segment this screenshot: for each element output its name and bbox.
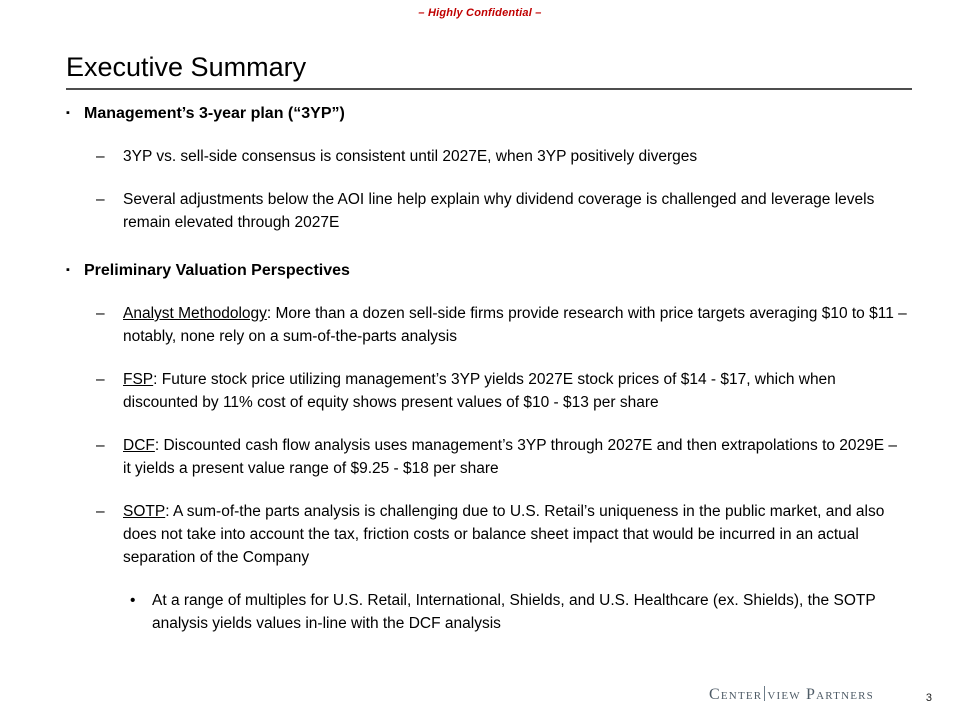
dot-bullet-icon: • [130, 592, 136, 609]
centerview-logo [709, 686, 874, 704]
logo-divider [764, 686, 765, 701]
sub-bullet-body: : More than a dozen sell-side firms provide research with price targets averaging $10 to $11 – notably, none rely on a sum-of-the-parts analysis [123, 305, 907, 345]
confidential-banner: – Highly Confidential – [418, 7, 542, 19]
title-rule [66, 88, 912, 90]
dash-bullet-icon: – [96, 371, 105, 388]
sub-bullet-body: : Discounted cash flow analysis uses management’s 3YP through 2027E and then extrapolations to 2029E – it yields a present value range of $9.25 - $18 per share [123, 437, 898, 477]
sub-bullet-text [123, 368, 908, 414]
sub-bullet-item [96, 302, 908, 348]
page-number: 3 [925, 692, 932, 704]
sub-bullet-body: : A sum-of-the parts analysis is challenging due to U.S. Retail’s uniqueness in the public market, and also does not take into account the tax, friction costs or balance sheet impact that would be incurred in an actual separation of the Company [123, 503, 885, 566]
bullet-heading: Management’s 3-year plan (“3YP”) [84, 105, 345, 122]
sub-bullet-text [123, 434, 908, 480]
square-bullet-icon: ▪ [66, 107, 70, 119]
square-bullet-icon: ▪ [66, 264, 70, 276]
sub-bullet-lead: SOTP [123, 503, 166, 520]
sub-sub-bullet-item [130, 589, 908, 635]
sub-bullet-body: : Future stock price utilizing management’s 3YP yields 2027E stock prices of $14 - $17, which when discounted by 11% cost of equity shows present values of $10 - $13 per share [123, 371, 836, 411]
bullet-item [66, 102, 908, 125]
sub-bullet-item [96, 434, 908, 480]
dash-bullet-icon: – [96, 148, 105, 165]
sub-bullet-text [123, 500, 908, 569]
sub-bullet-item [96, 188, 908, 234]
sub-bullet-text [123, 302, 908, 348]
bullet-item [66, 259, 908, 282]
dash-bullet-icon: – [96, 503, 105, 520]
sub-bullet-item [96, 145, 908, 168]
sub-bullet-lead: DCF [123, 437, 155, 454]
slide-body [66, 100, 908, 635]
sub-sub-bullet-text: At a range of multiples for U.S. Retail, International, Shields, and U.S. Healthcare (ex. Shields), the SOTP analysis yields values in-line with the DCF analysis [152, 592, 876, 632]
sub-bullet-lead: Analyst Methodology [123, 305, 267, 322]
dash-bullet-icon: – [96, 437, 105, 454]
dash-bullet-icon: – [96, 305, 105, 322]
sub-bullet-item [96, 500, 908, 569]
sub-bullet-item [96, 368, 908, 414]
sub-bullet-text: Several adjustments below the AOI line help explain why dividend coverage is challenged and leverage levels remain elevated through 2027E [123, 191, 875, 231]
bullet-heading: Preliminary Valuation Perspectives [84, 262, 350, 279]
dash-bullet-icon: – [96, 191, 105, 208]
sub-bullet-lead: FSP [123, 371, 154, 388]
page-title: Executive Summary [66, 52, 307, 82]
sub-bullet-text: 3YP vs. sell-side consensus is consistent until 2027E, when 3YP positively diverges [123, 148, 698, 165]
logo-text-left: Center [709, 686, 763, 703]
logo-text-right: view Partners [767, 686, 874, 703]
